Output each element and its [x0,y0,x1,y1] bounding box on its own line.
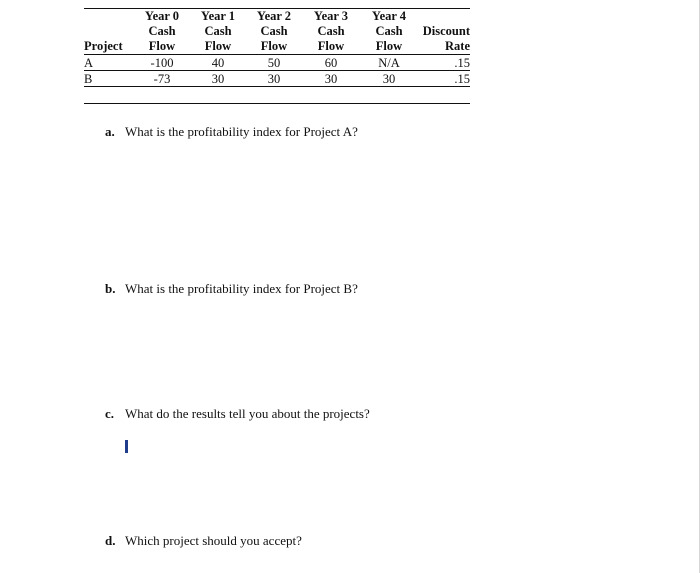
cell-rate: .15 [418,71,470,87]
question-letter: b. [105,281,116,296]
cell-project: B [84,71,134,87]
header-year3-l3: Flow [302,39,360,55]
question-letter: d. [105,533,116,548]
cell-year1: 40 [190,55,246,71]
header-year2-l1: Year 2 [246,9,302,25]
header-year0-l2: Cash [148,24,176,38]
question-text: What is the profitability index for Project A? [125,124,358,139]
header-year4-l1: Year 4 [360,9,418,25]
header-year1-l1: Year 1 [190,9,246,25]
cash-flow-table [84,8,470,87]
header-year4-l2: Cash [375,24,403,38]
question-letter: a. [105,124,115,139]
cash-flow-table-container [84,8,470,87]
table-row [84,55,470,71]
header-year3-l1: Year 3 [302,9,360,25]
header-year0-l1: Year 0 [134,9,190,25]
header-project-l3: Project [84,39,134,55]
header-project-l1 [84,9,134,25]
table-bottom-rule [84,103,470,104]
cell-project: A [84,55,134,71]
header-year2-l3: Flow [246,39,302,55]
header-year4-l3: Flow [360,39,418,55]
header-year1-l3: Flow [190,39,246,55]
question-text: What do the results tell you about the projects? [125,406,370,421]
question-letter: c. [105,406,115,421]
header-rate-l3: Rate [418,39,470,55]
header-project-l2 [84,24,134,39]
question-text: What is the profitability index for Project B? [125,281,358,296]
header-row-3 [84,39,470,55]
cell-year2: 30 [246,71,302,87]
question-b [105,281,358,297]
header-row-2 [84,24,470,39]
cell-year4: N/A [360,55,418,71]
header-year2-l2: Cash [260,24,288,38]
question-text: Which project should you accept? [125,533,302,548]
question-c [105,406,370,422]
header-year3-l2: Cash [317,24,345,38]
header-rate-l2: Discount [422,24,470,38]
cell-year0: -100 [134,55,190,71]
cell-year3: 30 [302,71,360,87]
question-d [105,533,302,549]
header-year0-l3: Flow [134,39,190,55]
question-a [105,124,358,140]
cell-year4: 30 [360,71,418,87]
text-cursor[interactable] [125,440,128,453]
header-rate-l1 [418,9,470,25]
cell-rate: .15 [418,55,470,71]
header-row-1 [84,9,470,25]
header-year1-l2: Cash [204,24,232,38]
table-row [84,71,470,87]
cell-year2: 50 [246,55,302,71]
cell-year1: 30 [190,71,246,87]
cell-year3: 60 [302,55,360,71]
cell-year0: -73 [134,71,190,87]
